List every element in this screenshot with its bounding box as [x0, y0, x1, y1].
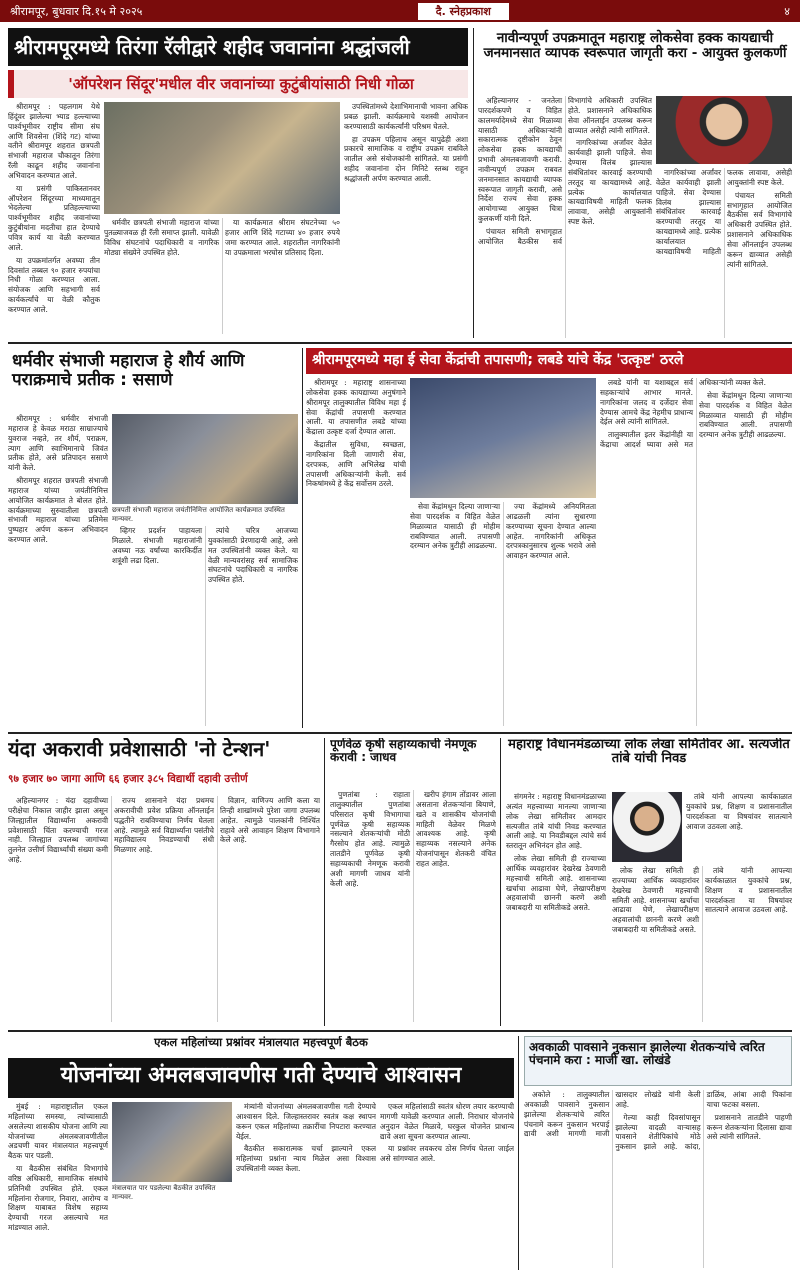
story4-col1: श्रीरामपूर : महाराष्ट्र शासनाच्या लोकसेवा हक्क कायद्याच्या अनुषंगाने श्रीरामपूर तालुक्यातील विविध महा ई सेवा केंद्रांची तपासणी करण्यात आली. या तपासणीत लबडे यांच्या केंद्राला उत्कृष्ट दर्जा देण्यात आला. केंद्रातील सुविधा, स्वच्छता, नागरिकांना दिली जाणारी सेवा, दरपत्रक, आणि अभिलेख यांची तपासणी अधिकाऱ्यांनी केली. सर्व निकषांमध्ये हे केंद्र सर्वोत्तम ठरले.: [306, 378, 406, 489]
story1-headline: श्रीरामपूरमध्ये तिरंगा रॅलीद्वारे शहीद जवानांना श्रद्धांजली: [8, 28, 468, 66]
column-divider: [324, 738, 325, 1026]
column-divider: [500, 738, 501, 1026]
story1-subhead: 'ऑपरेशन सिंदूर'मधील वीर जवानांच्या कुटुंबीयांसाठी निधी गोळा: [8, 70, 468, 98]
story7-col1: संगमनेर : महाराष्ट्र विधानमंडळाच्या अत्यंत महत्त्वाच्या मानल्या जाणाऱ्या लोक लेखा समितीवर आमदार सत्यजीत तांबे यांची निवड करण्यात आली आहे. या निवडीबद्दल त्यांचे सर्व स्तरातून अभिनंदन होत आहे. लोक लेखा समिती ही राज्याच्या आर्थिक व्यवहारांवर देखरेख ठेवणारी महत्त्वाची समिती आहे. शासनाच्या खर्चाचा आढावा घेणे, लेखापरीक्षण अहवालांची छाननी करणे अशी जबाबदारी या समितीकडे असते.: [506, 792, 606, 913]
story1-col1: श्रीरामपूर : पहलगाम येथे हिंदूंवर झालेल्या भ्याड हल्ल्याच्या पार्श्वभूमीवर राष्ट्रीय सीमा संघ आणि शिवसेना (शिंदे गट) यांच्या वतीने श्रीरामपूर शहरात छत्रपती संभाजी महाराज चौकातून तिरंगा रॅली काढून शहीद जवानांना अभिवादन करण्यात आले. या प्रसंगी पाकिस्तानवर ऑपरेशन सिंदूरच्या माध्यमातून भेदलेल्या प्रतिहल्ल्याच्या पार्श्वभूमीवर शहीद जवानांच्या कुटुंबीयांना मदतीचा हात देण्याचे पवित्र कार्य या वेळी करण्यात आले. या उपक्रमांतर्गत अवघ्या तीन दिवसांत तब्बल ९० हजार रुपयांचा निधी गोळा करण्यात आला. संयोजक आणि सहभागी सर्व कार्यकर्त्यांचे या वेळी कौतुक करण्यात आले.: [8, 102, 100, 314]
story6-text: पुणतांबा : राहाता तालुक्यातील पुणतांबा परिसरात कृषी विभागाचा पूर्णवेळ कृषी सहाय्यक नसल्याने शेतकऱ्यांची मोठी गैरसोय होत आहे. त्यामुळे तातडीने पूर्णवेळ कृषी सहाय्यकाची नेमणूक करावी अशी मागणी जाधव यांनी केली आहे. खरीप हंगाम तोंडावर आला असताना शेतकऱ्यांना बियाणे, खते व शासकीय योजनांची माहिती वेळेवर मिळणे आवश्यक आहे. कृषी सहाय्यक नसल्याने अनेक योजनांपासून शेतकरी वंचित राहत आहेत.: [330, 790, 496, 888]
event-photo-caption: छत्रपती संभाजी महाराज जयंतीनिमित्त आयोजित कार्यक्रमात उपस्थित मान्यवर.: [112, 506, 285, 523]
column-divider: [302, 348, 303, 728]
story5-headline: यंदा अकरावी प्रवेशासाठी 'नो टेन्शन': [8, 738, 271, 761]
issue-date: श्रीरामपूर, बुधवार दि.१५ मे २०२५: [10, 4, 143, 18]
story6-headline: पूर्णवेळ कृषी सहाय्यकाची नेमणूक करावी : जाधव: [330, 738, 477, 765]
story7-headline: महाराष्ट्र विधानमंडळाच्या लोक लेखा समितीवर आ. सत्यजीत तांबे यांची निवड: [508, 738, 790, 767]
meeting-photo-caption: मंत्रालयात पार पडलेल्या बैठकीत उपस्थित मान्यवर.: [112, 1184, 216, 1201]
story7-col2: लोक लेखा समिती ही राज्याच्या आर्थिक व्यवहारांवर देखरेख ठेवणारी महत्त्वाची समिती आहे. शासनाच्या खर्चाचा आढावा घेणे, लेखापरीक्षण अहवालांची छाननी करणे अशी जबाबदारी या समितीकडे असते. तांबे यांनी आपल्या कार्यकाळात युवकांचे प्रश्न, शिक्षण व प्रशासनातील पारदर्शकता या विषयांवर सातत्याने आवाज उठवला आहे.: [612, 866, 792, 935]
story3-headline: धर्मवीर संभाजी महाराज हे शौर्य आणि पराक्रमाचे प्रतीक : ससाणे: [12, 351, 245, 390]
story5-text: अहिल्यानगर : यंदा दहावीच्या परीक्षेचा निकाल जाहीर झाला असून जिल्ह्यातील विद्यार्थ्यांना अकरावी प्रवेशासाठी चिंता करण्याची गरज नाही. जिल्ह्यात उपलब्ध जागांच्या तुलनेत उत्तीर्ण विद्यार्थ्यांची संख्या कमी आहे. राज्य शासनाने यंदा प्रथमच अकरावीची प्रवेश प्रक्रिया ऑनलाईन पद्धतीने राबविण्याचा निर्णय घेतला आहे. त्यामुळे सर्व विद्यार्थ्यांना पसंतीचे महाविद्यालय निवडण्याची संधी मिळणार आहे. विज्ञान, वाणिज्य आणि कला या तिन्ही शाखांमध्ये पुरेशा जागा उपलब्ध आहेत. त्यामुळे पालकांनी निश्चिंत राहावे असे आवाहन शिक्षण विभागाने केले आहे.: [8, 796, 320, 865]
story9-text: अकोले : तालुक्यातील अवकाळी पावसाने नुकसान झालेल्या शेतकऱ्यांचे त्वरित पंचनामे करून नुकसान भरपाई द्यावी अशी मागणी माजी खासदार लोखंडे यांनी केली आहे. गेल्या काही दिवसांपासून झालेल्या वादळी वाऱ्यासह पावसाने शेतीपिकांचे मोठे नुकसान झाले आहे. कांदा, डाळिंब, आंबा आदी पिकांना याचा फटका बसला. प्रशासनाने तातडीने पाहणी करून शेतकऱ्यांना दिलासा द्यावा असे त्यांनी सांगितले.: [524, 1090, 792, 1152]
event-photo: [112, 414, 298, 504]
story8-kicker: एकल महिलांच्या प्रश्नांवर मंत्रालयात महत्त्वपूर्ण बैठक: [154, 1036, 368, 1049]
story4-headline: श्रीरामपूरमध्ये महा ई सेवा केंद्रांची तपासणी; लबडे यांचे केंद्र 'उत्कृष्ट' ठरले: [306, 348, 792, 374]
inspection-photo: [410, 378, 596, 498]
story2-text: अहिल्यानगर - जनतेला पारदर्शकपणे व विहित कालमर्यादेमध्ये सेवा मिळाव्या यासाठी अधिकाऱ्यांनी सकारात्मक दृष्टीकोन ठेवून लोकसेवा हक्क कायद्याची प्रभावी अंमलबजावणी करावी. नावीन्यपूर्ण उपक्रम राबवत जनमानसात कायद्याची व्यापक स्वरूपात जागृती करावी, असे निर्देश राज्य सेवा हक्क आयोगाच्या आयुक्त चित्रा कुलकर्णी यांनी दिले. पंचायत समिती सभागृहात आयोजित बैठकीस सर्व विभागांचे अधिकारी उपस्थित होते. प्रशासनाने अधिकाधिक सेवा ऑनलाईन उपलब्ध करून द्याव्यात असेही त्यांनी सांगितले. नागरिकांच्या अर्जांवर वेळेत कार्यवाही झाली पाहिजे. सेवा देण्यास विलंब झाल्यास संबंधितांवर कारवाई करण्याची तरतूद या कायद्यामध्ये आहे. प्रत्येक कार्यालयात कायद्याविषयी माहिती फलक लावावा, असेही आयुक्तांनी स्पष्ट केले.: [478, 96, 652, 246]
story5-subhead: ९७ हजार ७० जागा आणि ६६ हजार ३८५ विद्यार्थी दहावी उत्तीर्ण: [8, 773, 248, 785]
story3-col1: श्रीरामपूर : धर्मवीर संभाजी महाराज हे केवळ मराठा साम्राज्याचे युवराज नव्हते, तर शौर्य, पराक्रम, त्याग आणि स्वाभिमानाचे जिवंत प्रतीक होते, असे प्रतिपादन ससाणे यांनी केले. श्रीरामपूर शहरात छत्रपती संभाजी महाराज यांच्या जयंतीनिमित्त आयोजित कार्यक्रमात ते बोलत होते. कार्यक्रमाच्या सुरुवातीला छत्रपती संभाजी महाराज यांच्या प्रतिमेस पुष्पहार अर्पण करून अभिवादन करण्यात आले.: [8, 414, 108, 545]
rally-photo: [104, 102, 340, 214]
meeting-photo: [112, 1102, 232, 1182]
story1-col3: उपस्थितांमध्ये देशाभिमानाची भावना अधिक प्रबळ झाली. कार्यक्रमाचे यशस्वी आयोजन करण्यासाठी कार्यकर्त्यांनी परिश्रम घेतले. हा उपक्रम पहिलाच असून यापुढेही अशा प्रकारचे सामाजिक व राष्ट्रीय उपक्रम राबविले जातील असे संयोजकांनी सांगितले. या प्रसंगी शहीद जवानांना दोन मिनिटे स्तब्ध राहून श्रद्धांजली अर्पण करण्यात आली.: [344, 102, 468, 183]
story2-col3: नागरिकांच्या अर्जांवर वेळेत कार्यवाही झाली पाहिजे. सेवा देण्यास विलंब झाल्यास संबंधितांवर कारवाई करण्याची तरतूद या कायद्यामध्ये आहे. प्रत्येक कार्यालयात कायद्याविषयी माहिती फलक लावावा, असेही आयुक्तांनी स्पष्ट केले. पंचायत समिती सभागृहात आयोजित बैठकीस सर्व विभागांचे अधिकारी उपस्थित होते. प्रशासनाने अधिकाधिक सेवा ऑनलाईन उपलब्ध करून द्याव्यात असेही त्यांनी सांगितले.: [656, 168, 792, 269]
story4-col3: लबडे यांनी या यशाबद्दल सर्व सहकाऱ्यांचे आभार मानले. नागरिकांना जलद व दर्जेदार सेवा देण्यास आमचे केंद्र नेहमीच प्राधान्य देईल असे त्यांनी सांगितले. तालुक्यातील इतर केंद्रांनीही या केंद्राचा आदर्श घ्यावा असे मत अधिकाऱ्यांनी व्यक्त केले. सेवा केंद्रांमधून दिल्या जाणाऱ्या सेवा पारदर्शक व विहित वेळेत मिळाव्यात यासाठी ही मोहीम राबविण्यात आली. तपासणी दरम्यान अनेक त्रुटीही आढळल्या.: [600, 378, 792, 450]
column-divider: [518, 1036, 519, 1270]
section-rule: [8, 1030, 792, 1032]
story1-col2: धर्मवीर छत्रपती संभाजी महाराज यांच्या पुतळ्याजवळ ही रॅली समाप्त झाली. यावेळी विविध संघटनांचे पदाधिकारी व नागरिक मोठ्या संख्येने उपस्थित होते. या कार्यक्रमात श्रीराम संघटनेच्या ५० हजार आणि शिंदे गटाच्या ४० हजार रुपये जमा करण्यात आले. शहरातील नागरिकांनी या उपक्रमाला भरघोस प्रतिसाद दिला.: [104, 218, 340, 257]
story8-col3: एकल महिलांसाठी स्वतंत्र धोरण तयार करण्याची मागणी यावेळी करण्यात आली. निराधार योजनांचे अनुदान वेळेत मिळावे, घरकुल योजनेत प्राधान्य द्यावे अशा सूचना करण्यात आल्या. या प्रश्नांवर लवकरच ठोस निर्णय घेतला जाईल असे सांगण्यात आले.: [380, 1102, 514, 1164]
newspaper-name: दै. स्नेहप्रकाश: [418, 3, 509, 20]
story8-col1: मुंबई : महाराष्ट्रातील एकल महिलांच्या समस्या, त्यांच्यासाठी असलेल्या शासकीय योजना आणि त्या योजनांच्या अंमलबजावणीतील अडचणी यावर मंत्रालयात महत्त्वपूर्ण बैठक पार पडली. या बैठकीस संबंधित विभागांचे वरिष्ठ अधिकारी, सामाजिक संस्थांचे प्रतिनिधी उपस्थित होते. एकल महिलांना रोजगार, निवारा, आरोग्य व शिक्षण याबाबत विशेष सहाय्य देण्याची गरज असल्याचे मत मांडण्यात आले.: [8, 1102, 108, 1233]
story8-headline: योजनांच्या अंमलबजावणीस गती देण्याचे आश्वासन: [8, 1058, 514, 1098]
story4-col2: सेवा केंद्रांमधून दिल्या जाणाऱ्या सेवा पारदर्शक व विहित वेळेत मिळाव्यात यासाठी ही मोहीम राबविण्यात आली. तपासणी दरम्यान अनेक त्रुटीही आढळल्या. ज्या केंद्रांमध्ये अनियमितता आढळली त्यांना सुधारणा करण्याच्या सूचना देण्यात आल्या आहेत. नागरिकांनी अधिकृत दरपत्रकानुसारच शुल्क भरावे असे आवाहन करण्यात आले.: [410, 502, 596, 561]
commissioner-photo: [656, 96, 792, 164]
mla-photo: [612, 792, 682, 862]
section-rule: [8, 732, 792, 734]
section-rule: [8, 342, 792, 344]
page-number: ४: [784, 4, 790, 18]
story7-col3: तांबे यांनी आपल्या कार्यकाळात युवकांचे प्रश्न, शिक्षण व प्रशासनातील पारदर्शकता या विषयांवर सातत्याने आवाज उठवला आहे.: [686, 792, 792, 831]
story2-headline: नावीन्यपूर्ण उपक्रमातून महाराष्ट्र लोकसेवा हक्क कायद्याची जनमानसात व्यापक स्वरूपात जागृती करा - आयुक्त कुलकर्णी: [483, 30, 787, 61]
story8-col2: मंत्र्यांनी योजनांच्या अंमलबजावणीस गती देण्याचे आश्वासन दिले. जिल्हास्तरावर स्वतंत्र कक्ष स्थापन करून एकल महिलांच्या तक्रारींचा निपटारा करण्यात येईल. बैठकीत सकारात्मक चर्चा झाल्याने एकल महिलांच्या प्रश्नांना न्याय मिळेल असा विश्वास उपस्थितांनी व्यक्त केला.: [236, 1102, 376, 1174]
story3-col2: व्हिगर प्रदर्शन पाहायला मिळाले. संभाजी महाराजांनी अवघ्या नऊ वर्षांच्या कारकिर्दीत शत्रूंशी लढा दिला. त्यांचे चरित्र आजच्या युवकांसाठी प्रेरणादायी आहे, असे मत उपस्थितांनी व्यक्त केले. या वेळी मान्यवरांसह सर्व सामाजिक संघटनांचे पदाधिकारी व नागरिक उपस्थित होते.: [112, 526, 298, 585]
masthead-bar: [0, 0, 800, 22]
column-divider: [473, 28, 474, 338]
story9-headline: अवकाळी पावसाने नुकसान झालेल्या शेतकऱ्यांचे त्वरित पंचनामे करा : माजी खा. लोखंडे: [524, 1036, 792, 1086]
